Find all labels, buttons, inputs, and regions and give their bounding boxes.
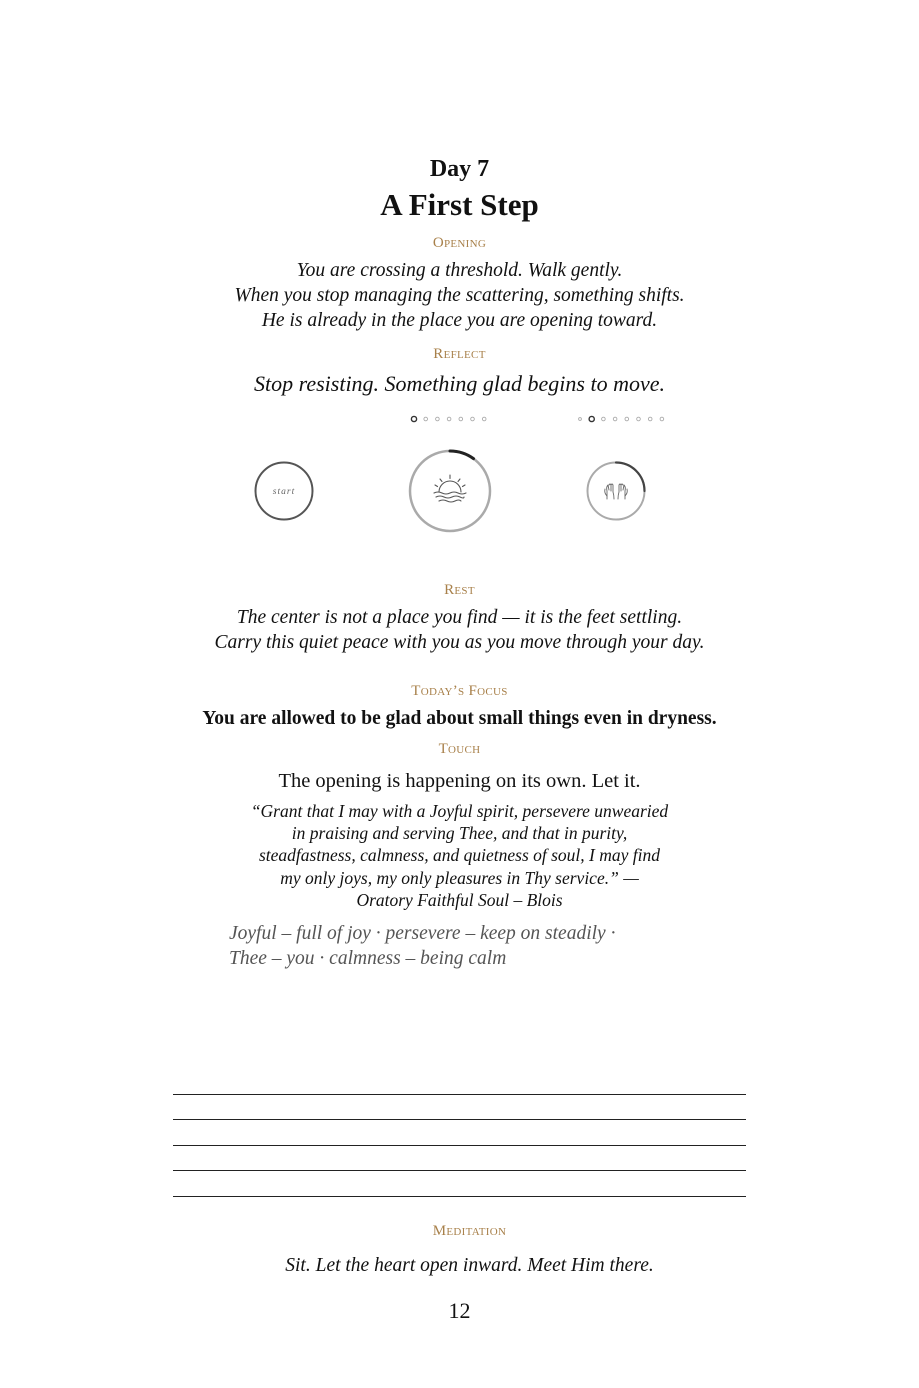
opening-text (0, 258, 919, 333)
start-button[interactable] (256, 463, 313, 520)
rest-text (0, 605, 919, 655)
step-dot (482, 417, 486, 421)
touch-text: The opening is happening on its own. Let it. (278, 770, 641, 792)
step-dot (589, 416, 594, 421)
step-dot (660, 417, 664, 421)
reflect-text: Stop resisting. Something glad begins to move. (253, 371, 666, 396)
step-dot (579, 418, 582, 421)
quote-line: “Grant that I may with a Joyful spirit, persevere unwearied (250, 801, 669, 821)
meditation-text: Sit. Let the heart open inward. Meet Him there. (285, 1255, 654, 1276)
writing-line[interactable] (173, 1145, 746, 1146)
writing-line[interactable] (173, 1094, 746, 1095)
opening-line: When you stop managing the scattering, something shifts. (234, 285, 685, 306)
start-label: start (272, 487, 296, 497)
practice-widgets-svg (0, 405, 919, 545)
day-label: Day 7 (429, 156, 490, 182)
quote-block (0, 800, 919, 911)
step-dot (424, 417, 428, 421)
step-dot (637, 417, 641, 421)
step-dot (648, 417, 652, 421)
page-number: 12 (448, 1298, 471, 1323)
page-title: A First Step (380, 187, 539, 222)
opening-line: He is already in the place you are opening toward. (261, 310, 658, 331)
quote-line: steadfastness, calmness, and quietness of soul, I may find (258, 845, 660, 866)
quote-line: my only joys, my only pleasures in Thy service.” — (280, 867, 639, 888)
step-dot (471, 417, 475, 421)
opening-line: You are crossing a threshold. Walk gently. (296, 260, 623, 281)
practice-widgets (0, 405, 919, 545)
step-dots-center (411, 416, 486, 421)
prayer-timer-button[interactable] (588, 463, 645, 520)
focus-heading: Today’s Focus (411, 683, 508, 699)
rest-line: Carry this quiet peace with you as you move through your day. (214, 632, 705, 653)
writing-line[interactable] (173, 1170, 746, 1171)
gloss-line: Thee – you · calmness – being calm (229, 948, 507, 969)
step-dot (613, 417, 617, 421)
focus-text: You are allowed to be glad about small things even in dryness. (202, 708, 717, 729)
touch-heading: Touch (438, 741, 481, 757)
word-gloss (229, 921, 749, 971)
step-dot (447, 417, 451, 421)
rest-heading: Rest (444, 582, 475, 598)
step-dot (625, 417, 629, 421)
step-dot (602, 417, 606, 421)
quote-line: in praising and serving Thee, and that in purity, (291, 823, 628, 844)
opening-heading: Opening (432, 235, 487, 251)
breath-ring (410, 451, 490, 531)
rest-line: The center is not a place you find — it is the feet settling. (236, 607, 683, 628)
meditation-heading: Meditation (432, 1223, 507, 1239)
breath-timer-button[interactable] (410, 451, 490, 531)
gloss-line: Joyful – full of joy · persevere – keep on steadily · (229, 923, 616, 944)
step-dot (459, 417, 463, 421)
step-dots-right (579, 416, 664, 421)
writing-line[interactable] (173, 1119, 746, 1120)
reflect-heading: Reflect (433, 346, 486, 362)
step-dot (411, 416, 416, 421)
step-dot (436, 417, 440, 421)
writing-line[interactable] (173, 1196, 746, 1197)
quote-attribution: Oratory Faithful Soul – Blois (356, 889, 563, 910)
